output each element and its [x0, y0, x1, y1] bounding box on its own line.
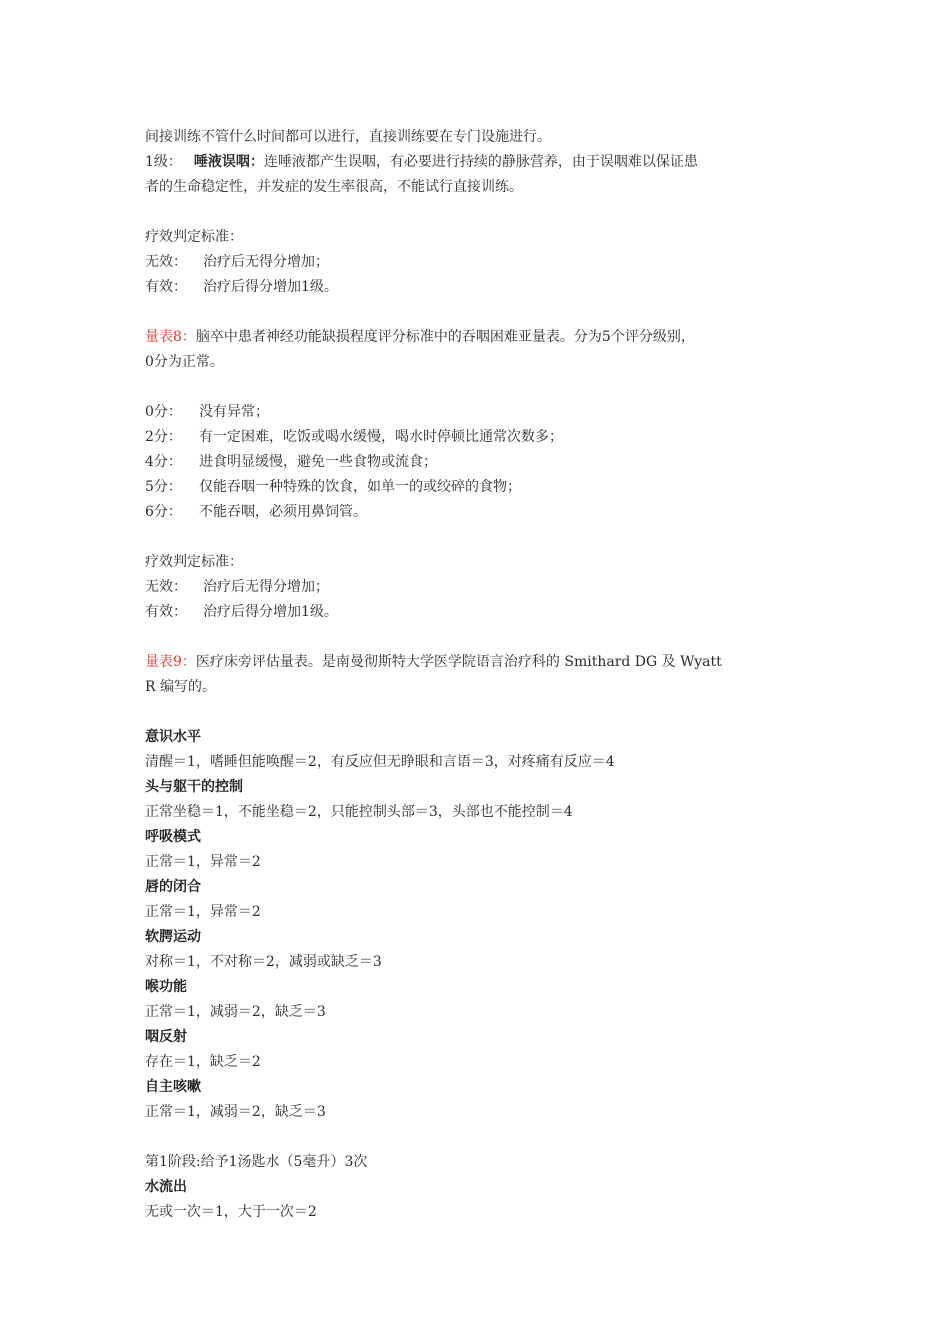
efficacy-none-text: 治疗后无得分增加； [203, 254, 329, 270]
efficacy-title-2: 疗效判定标准： [145, 554, 243, 570]
scale8-item [145, 450, 825, 475]
section-text: 正常＝1，减弱＝2，缺乏＝3 [145, 1104, 326, 1120]
section-text: 正常＝1，异常＝2 [145, 904, 261, 920]
scale8-item-score: 0分： [145, 404, 182, 420]
stage1-title: 第1阶段:给予1汤匙水（5毫升）3次 [145, 1154, 368, 1170]
level1-text-1: 连唾液都产生误咽，有必要进行持续的静脉营养，由于误咽难以保证患 [263, 154, 698, 170]
section-heading: 软腭运动 [145, 929, 201, 945]
scale9-label: 量表9： [145, 654, 196, 670]
efficacy-none-label: 无效： [145, 579, 187, 595]
stage1-text: 无或一次＝1，大于一次＝2 [145, 1204, 317, 1220]
scale9-line-2: R 编写的。 [145, 679, 216, 695]
efficacy-effective-2 [145, 600, 825, 625]
scale8-item-desc: 有一定困难，吃饭或喝水缓慢，喝水时停顿比通常次数多； [199, 429, 563, 445]
section-text: 正常＝1，减弱＝2，缺乏＝3 [145, 1004, 326, 1020]
section-text: 正常＝1，异常＝2 [145, 854, 261, 870]
section-heading: 呼吸模式 [145, 829, 201, 845]
scale8-label: 量表8： [145, 329, 196, 345]
stage1-heading: 水流出 [145, 1179, 187, 1195]
scale8-item-desc: 进食明显缓慢，避免一些食物或流食； [199, 454, 437, 470]
efficacy-effective-text: 治疗后得分增加1级。 [203, 279, 338, 295]
scale8-item [145, 500, 825, 525]
scale9-text-1: 医疗床旁评估量表。是南曼彻斯特大学医学院语言治疗科的 Smithard DG 及 Wyatt [195, 654, 722, 670]
scale9-line-1 [145, 650, 825, 675]
efficacy-title: 疗效判定标准： [145, 229, 243, 245]
scale8-item-score: 4分： [145, 454, 182, 470]
document-body [145, 125, 825, 1225]
level1-line-1 [145, 150, 825, 175]
scale8-line-2: 0分为正常。 [145, 354, 224, 370]
section-heading: 自主咳嗽 [145, 1079, 201, 1095]
level1-term: 唾液误咽： [193, 154, 264, 170]
scale8-item [145, 425, 825, 450]
scale8-item-desc: 没有异常； [199, 404, 269, 420]
scale8-item-desc: 不能吞咽，必须用鼻饲管。 [199, 504, 367, 520]
level1-line-2: 者的生命稳定性，并发症的发生率很高，不能试行直接训练。 [145, 179, 523, 195]
scale8-item-score: 2分： [145, 429, 182, 445]
efficacy-effective-text: 治疗后得分增加1级。 [203, 604, 338, 620]
section-text: 清醒＝1，嗜睡但能唤醒＝2，有反应但无睁眼和言语＝3，对疼痛有反应＝4 [145, 754, 615, 770]
efficacy-none-text: 治疗后无得分增加； [203, 579, 329, 595]
scale8-item [145, 475, 825, 500]
scale8-item [145, 400, 825, 425]
efficacy-effective [145, 275, 825, 300]
section-heading: 咽反射 [145, 1029, 187, 1045]
section-heading: 意识水平 [145, 729, 201, 745]
section-heading: 唇的闭合 [145, 879, 201, 895]
intro-line: 间接训练不管什么时间都可以进行，直接训练要在专门设施进行。 [145, 129, 551, 145]
section-text: 正常坐稳＝1，不能坐稳＝2，只能控制头部＝3，头部也不能控制＝4 [145, 804, 573, 820]
efficacy-effective-label: 有效： [145, 279, 187, 295]
scale8-item-desc: 仅能吞咽一种特殊的饮食，如单一的或绞碎的食物； [199, 479, 521, 495]
efficacy-effective-label: 有效： [145, 604, 187, 620]
section-heading: 喉功能 [145, 979, 187, 995]
efficacy-none-label: 无效： [145, 254, 187, 270]
scale8-item-score: 6分： [145, 504, 182, 520]
scale8-text-1: 脑卒中患者神经功能缺损程度评分标准中的吞咽困难亚量表。分为5个评分级别， [195, 329, 695, 345]
scale8-item-score: 5分： [145, 479, 182, 495]
section-text: 存在＝1，缺乏＝2 [145, 1054, 261, 1070]
section-heading: 头与躯干的控制 [145, 779, 243, 795]
scale8-line-1 [145, 325, 825, 350]
efficacy-none [145, 250, 825, 275]
efficacy-none-2 [145, 575, 825, 600]
level1-label: 1级： [145, 154, 182, 170]
section-text: 对称＝1，不对称＝2，减弱或缺乏＝3 [145, 954, 382, 970]
